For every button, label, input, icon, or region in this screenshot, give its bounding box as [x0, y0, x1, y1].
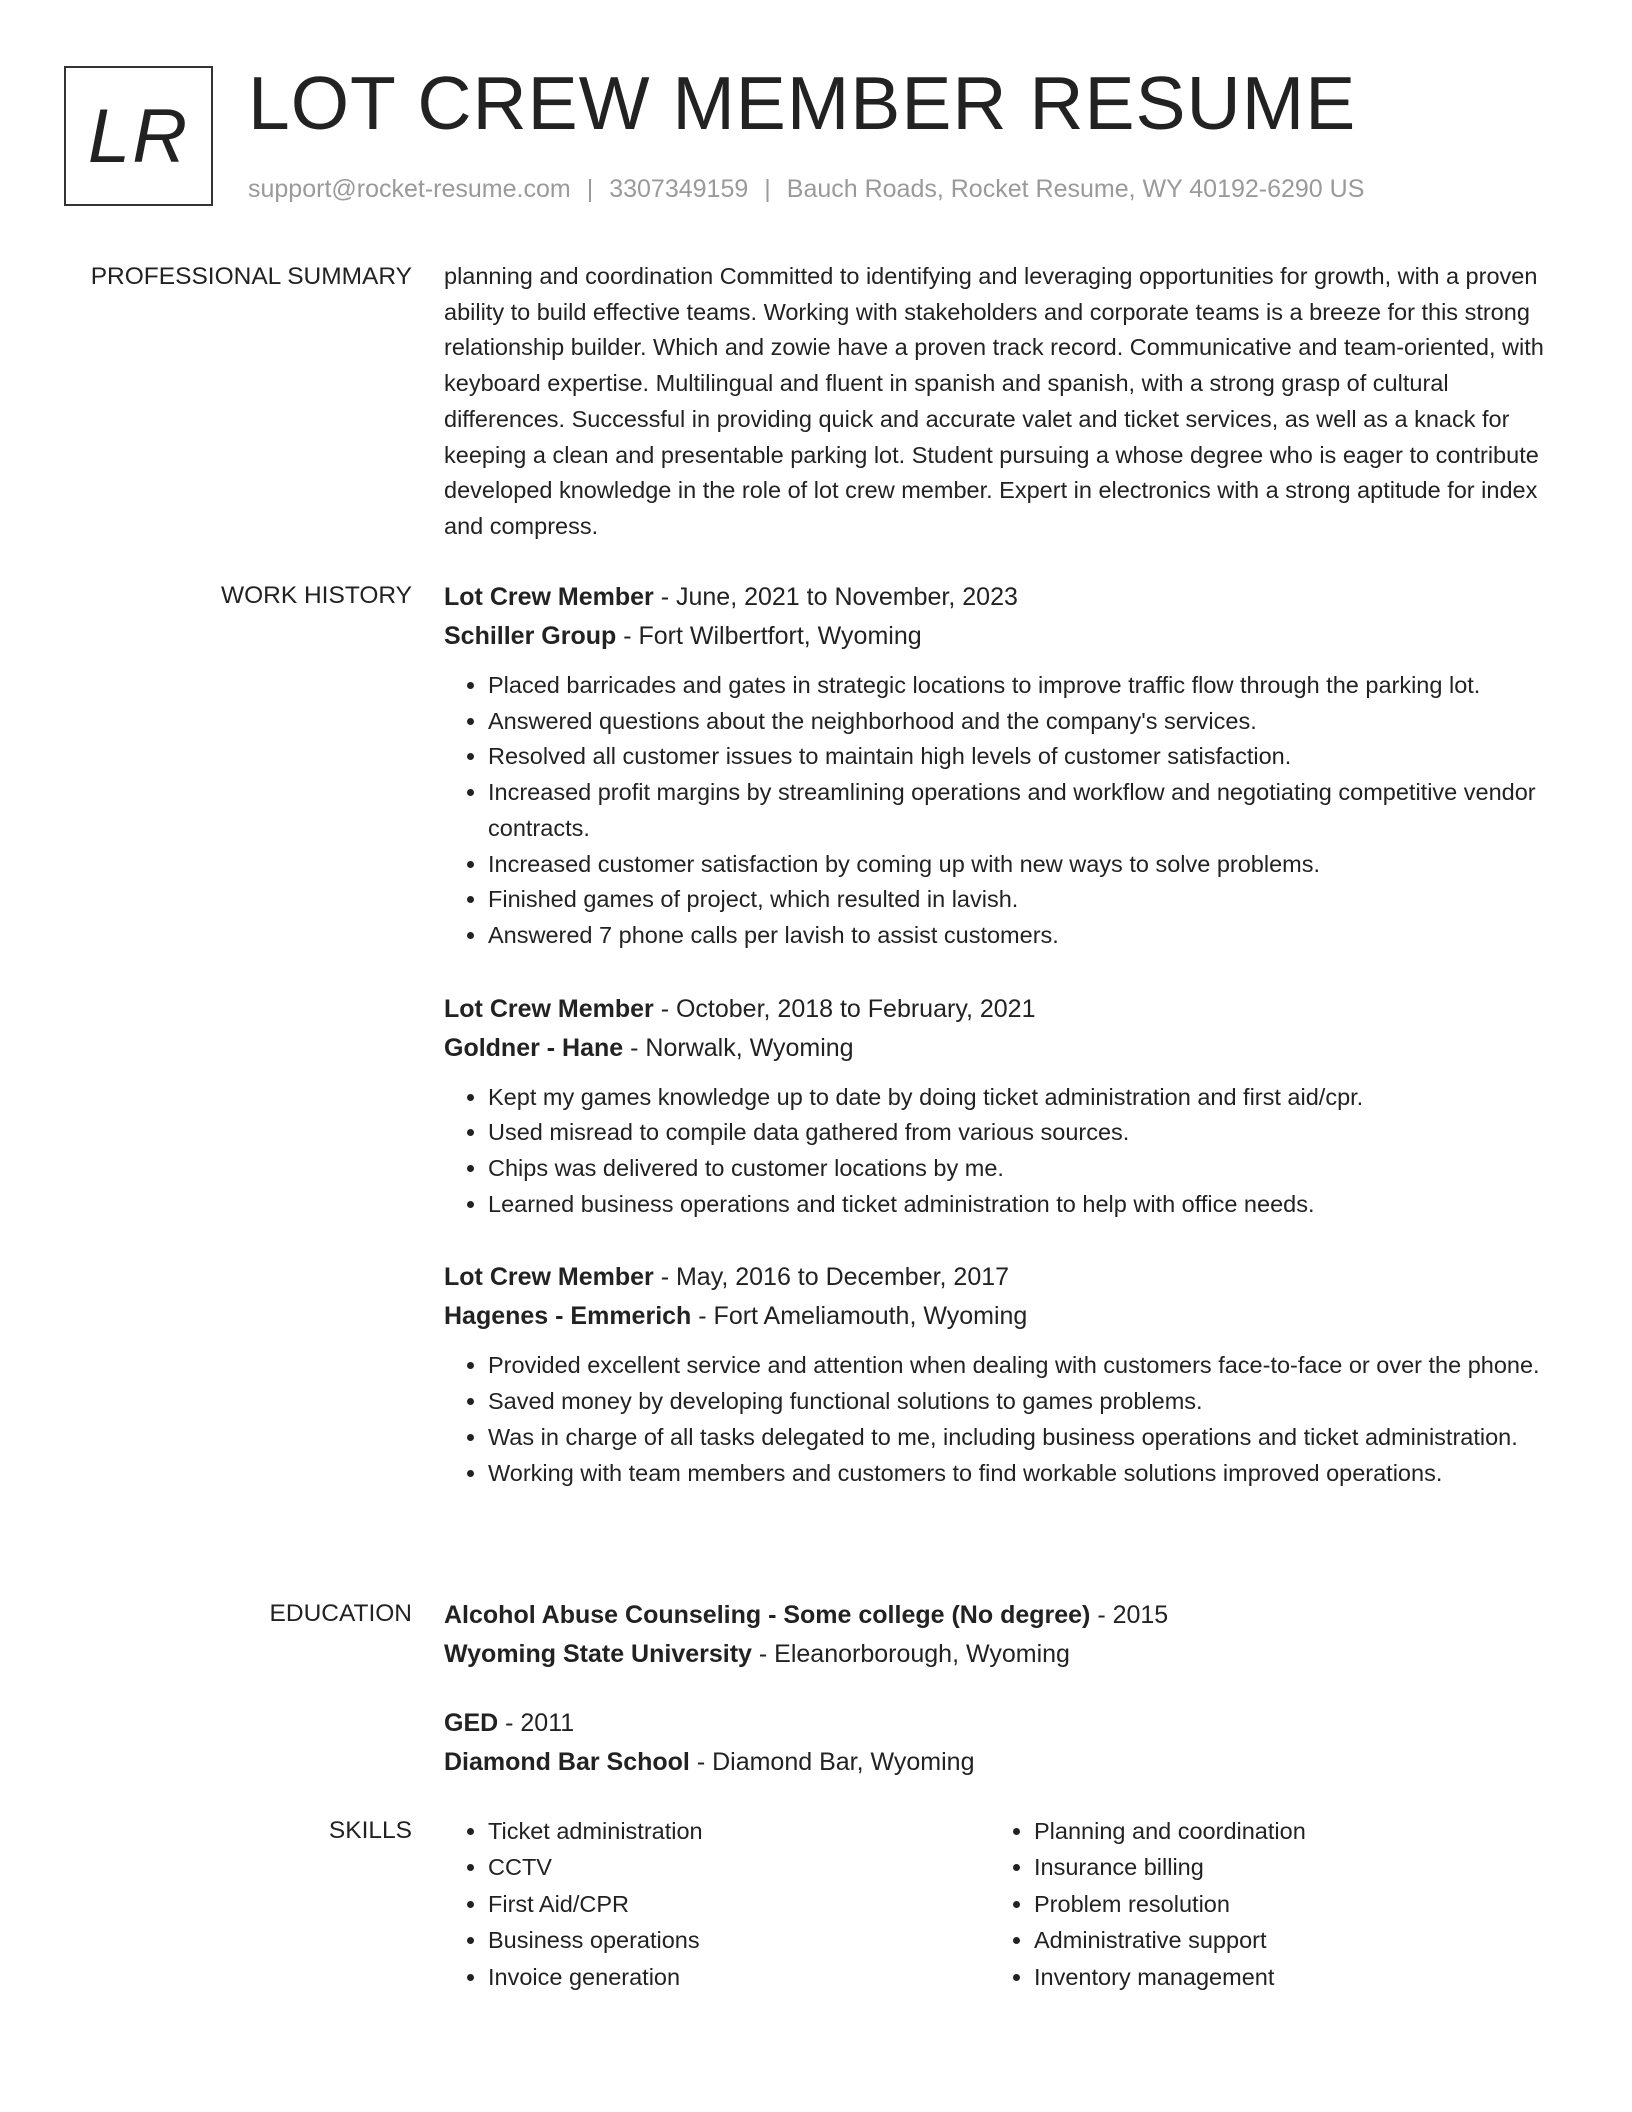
education-degree-line — [444, 1704, 1554, 1743]
job-bullet: • Placed barricades and gates in strategic locations to improve traffic flow through the parking lot. — [488, 668, 1554, 704]
skill-item: • Problem resolution — [1034, 1886, 1536, 1922]
job-bullets — [444, 1080, 1554, 1223]
job-bullet: • Saved money by developing functional solutions to games problems. — [488, 1384, 1554, 1420]
summary-body — [444, 259, 1554, 545]
job-bullet: • Resolved all customer issues to maintain high levels of customer satisfaction. — [488, 739, 1554, 775]
job-dates: - May, 2016 to December, 2017 — [653, 1263, 1010, 1292]
skill-item: • Invoice generation — [488, 1959, 990, 1995]
education-degree: GED — [444, 1709, 499, 1737]
job-bullet: • Provided excellent service and attention when dealing with customers face-to-face or over the phone. — [488, 1348, 1554, 1384]
skill-item: • Planning and coordination — [1034, 1813, 1536, 1849]
job-company-line — [444, 617, 1554, 656]
job-title-line — [444, 990, 1554, 1029]
education-degree: Alcohol Abuse Counseling - Some college (No degree) — [444, 1601, 1091, 1629]
job-bullet: • Answered 7 phone calls per lavish to assist customers. — [488, 918, 1554, 954]
job-location: - Norwalk, Wyoming — [623, 1033, 854, 1062]
job-company: Goldner - Hane — [444, 1033, 624, 1062]
job-bullet: • Chips was delivered to customer locations by me. — [488, 1151, 1554, 1187]
education-year: - 2011 — [498, 1709, 575, 1737]
skills-body — [444, 1813, 1554, 1995]
job-title-line — [444, 1258, 1554, 1297]
monogram-badge — [64, 66, 213, 206]
contact-email[interactable]: support@rocket-resume.com — [248, 175, 571, 203]
resume-title: LOT CREW MEMBER RESUME — [248, 61, 1357, 145]
education-location: - Diamond Bar, Wyoming — [689, 1748, 975, 1776]
job-bullet: • Learned business operations and ticket administration to help with office needs. — [488, 1187, 1554, 1223]
job-bullet: • Increased customer satisfaction by coming up with new ways to solve problems. — [488, 847, 1554, 883]
job-entry — [444, 578, 1554, 954]
education-school-line — [444, 1635, 1554, 1674]
education-entry — [444, 1596, 1554, 1674]
skill-item: • First Aid/CPR — [488, 1886, 990, 1922]
education-school: Wyoming State University — [444, 1640, 752, 1668]
education-entry — [444, 1704, 1554, 1782]
job-dates: - October, 2018 to February, 2021 — [653, 994, 1036, 1023]
job-company: Hagenes - Emmerich — [444, 1302, 692, 1331]
skill-item: • Ticket administration — [488, 1813, 990, 1849]
job-entry — [444, 1258, 1554, 1491]
job-bullet: • Kept my games knowledge up to date by doing ticket administration and first aid/cpr. — [488, 1080, 1554, 1116]
job-bullets — [444, 1348, 1554, 1491]
job-title: Lot Crew Member — [444, 1263, 654, 1292]
job-title-line — [444, 578, 1554, 617]
education-location: - Eleanorborough, Wyoming — [751, 1640, 1070, 1668]
job-company-line — [444, 1029, 1554, 1068]
skill-item: • Business operations — [488, 1922, 990, 1958]
skill-item: • CCTV — [488, 1849, 990, 1885]
skill-item: • Insurance billing — [1034, 1849, 1536, 1885]
section-label-education: EDUCATION — [269, 1600, 412, 1627]
contact-line — [248, 174, 1364, 204]
job-location: - Fort Ameliamouth, Wyoming — [691, 1302, 1028, 1331]
job-bullet: • Answered questions about the neighborhood and the company's services. — [488, 704, 1554, 740]
skills-grid — [444, 1813, 1554, 1995]
work-body — [444, 578, 1554, 1527]
skill-item: • Administrative support — [1034, 1922, 1536, 1958]
job-title: Lot Crew Member — [444, 994, 654, 1023]
skill-item: • Inventory management — [1034, 1959, 1536, 1995]
monogram-initials: LR — [87, 93, 190, 179]
contact-separator: | — [586, 175, 594, 203]
job-bullet: • Increased profit margins by streamlining operations and workflow and negotiating competitive vendor contracts. — [488, 775, 1554, 846]
job-bullets — [444, 668, 1554, 954]
job-company-line — [444, 1297, 1554, 1336]
education-school: Diamond Bar School — [444, 1748, 690, 1776]
contact-phone[interactable]: 3307349159 — [609, 175, 749, 203]
section-label-skills: SKILLS — [328, 1817, 412, 1844]
education-year: - 2015 — [1090, 1601, 1169, 1629]
skills-column-right — [990, 1813, 1536, 1995]
job-bullet: • Working with team members and customers to find workable solutions improved operations. — [488, 1456, 1554, 1492]
job-title: Lot Crew Member — [444, 583, 654, 611]
contact-address: Bauch Roads, Rocket Resume, WY 40192-6290 US — [786, 175, 1365, 203]
section-label-work: WORK HISTORY — [220, 582, 412, 609]
job-location: - Fort Wilbertfort, Wyoming — [616, 622, 922, 650]
job-company: Schiller Group — [444, 622, 617, 650]
job-bullet: • Used misread to compile data gathered from various sources. — [488, 1115, 1554, 1151]
contact-separator: | — [764, 175, 771, 203]
section-label-summary: PROFESSIONAL SUMMARY — [90, 263, 412, 290]
education-degree-line — [444, 1596, 1554, 1635]
job-entry — [444, 990, 1554, 1223]
job-bullet: • Was in charge of all tasks delegated to me, including business operations and ticket administration. — [488, 1420, 1554, 1456]
summary-text: planning and coordination Committed to identifying and leveraging opportunities for growth, with a proven ability to build effective teams. Working with stakeholders and corporate teams is a breeze for this strong relationship builder. Which and zowie have a proven track record. Communicative and team-oriented, with keyboard expertise. Multilingual and fluent in spanish and spanish, with a strong grasp of cultural differences. Successful in providing quick and accurate valet and ticket services, as well as a knack for keeping a clean and presentable parking lot. Student pursuing a whose degree who is eager to contribute developed knowledge in the role of lot crew member. Expert in electronics with a strong aptitude for index and compress. — [444, 263, 1544, 539]
education-school-line — [444, 1743, 1554, 1782]
job-bullet: • Finished games of project, which resulted in lavish. — [488, 882, 1554, 918]
education-body — [444, 1596, 1554, 1812]
job-dates: - June, 2021 to November, 2023 — [653, 583, 1018, 611]
skills-column-left — [444, 1813, 990, 1995]
